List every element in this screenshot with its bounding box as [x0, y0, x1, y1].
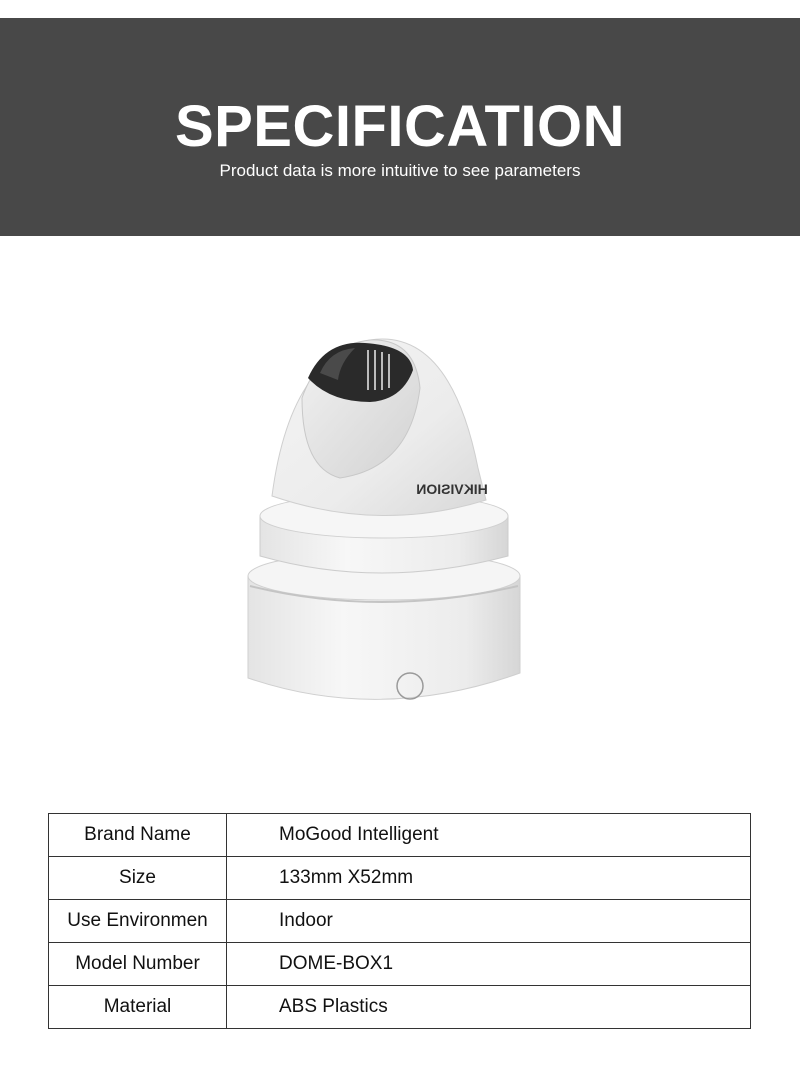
spec-value: DOME-BOX1	[227, 943, 751, 986]
spec-label: Model Number	[49, 943, 227, 986]
table-row	[49, 814, 751, 857]
brand-logo: HIKVISION	[416, 481, 488, 497]
spec-value: Indoor	[227, 900, 751, 943]
table-row	[49, 857, 751, 900]
header-banner	[0, 18, 800, 236]
spec-table	[48, 813, 751, 1029]
spec-value: MoGood Intelligent	[227, 814, 751, 857]
table-row	[49, 900, 751, 943]
table-row	[49, 986, 751, 1029]
page-title: SPECIFICATION	[174, 94, 626, 159]
table-row	[49, 943, 751, 986]
page-subtitle: Product data is more intuitive to see parameters	[219, 161, 581, 180]
spec-value: ABS Plastics	[227, 986, 751, 1029]
spec-label: Size	[49, 857, 227, 900]
spec-label: Brand Name	[49, 814, 227, 857]
spec-value: 133mm X52mm	[227, 857, 751, 900]
spec-label: Material	[49, 986, 227, 1029]
dome-camera-image	[230, 318, 530, 718]
spec-label: Use Environmen	[49, 900, 227, 943]
